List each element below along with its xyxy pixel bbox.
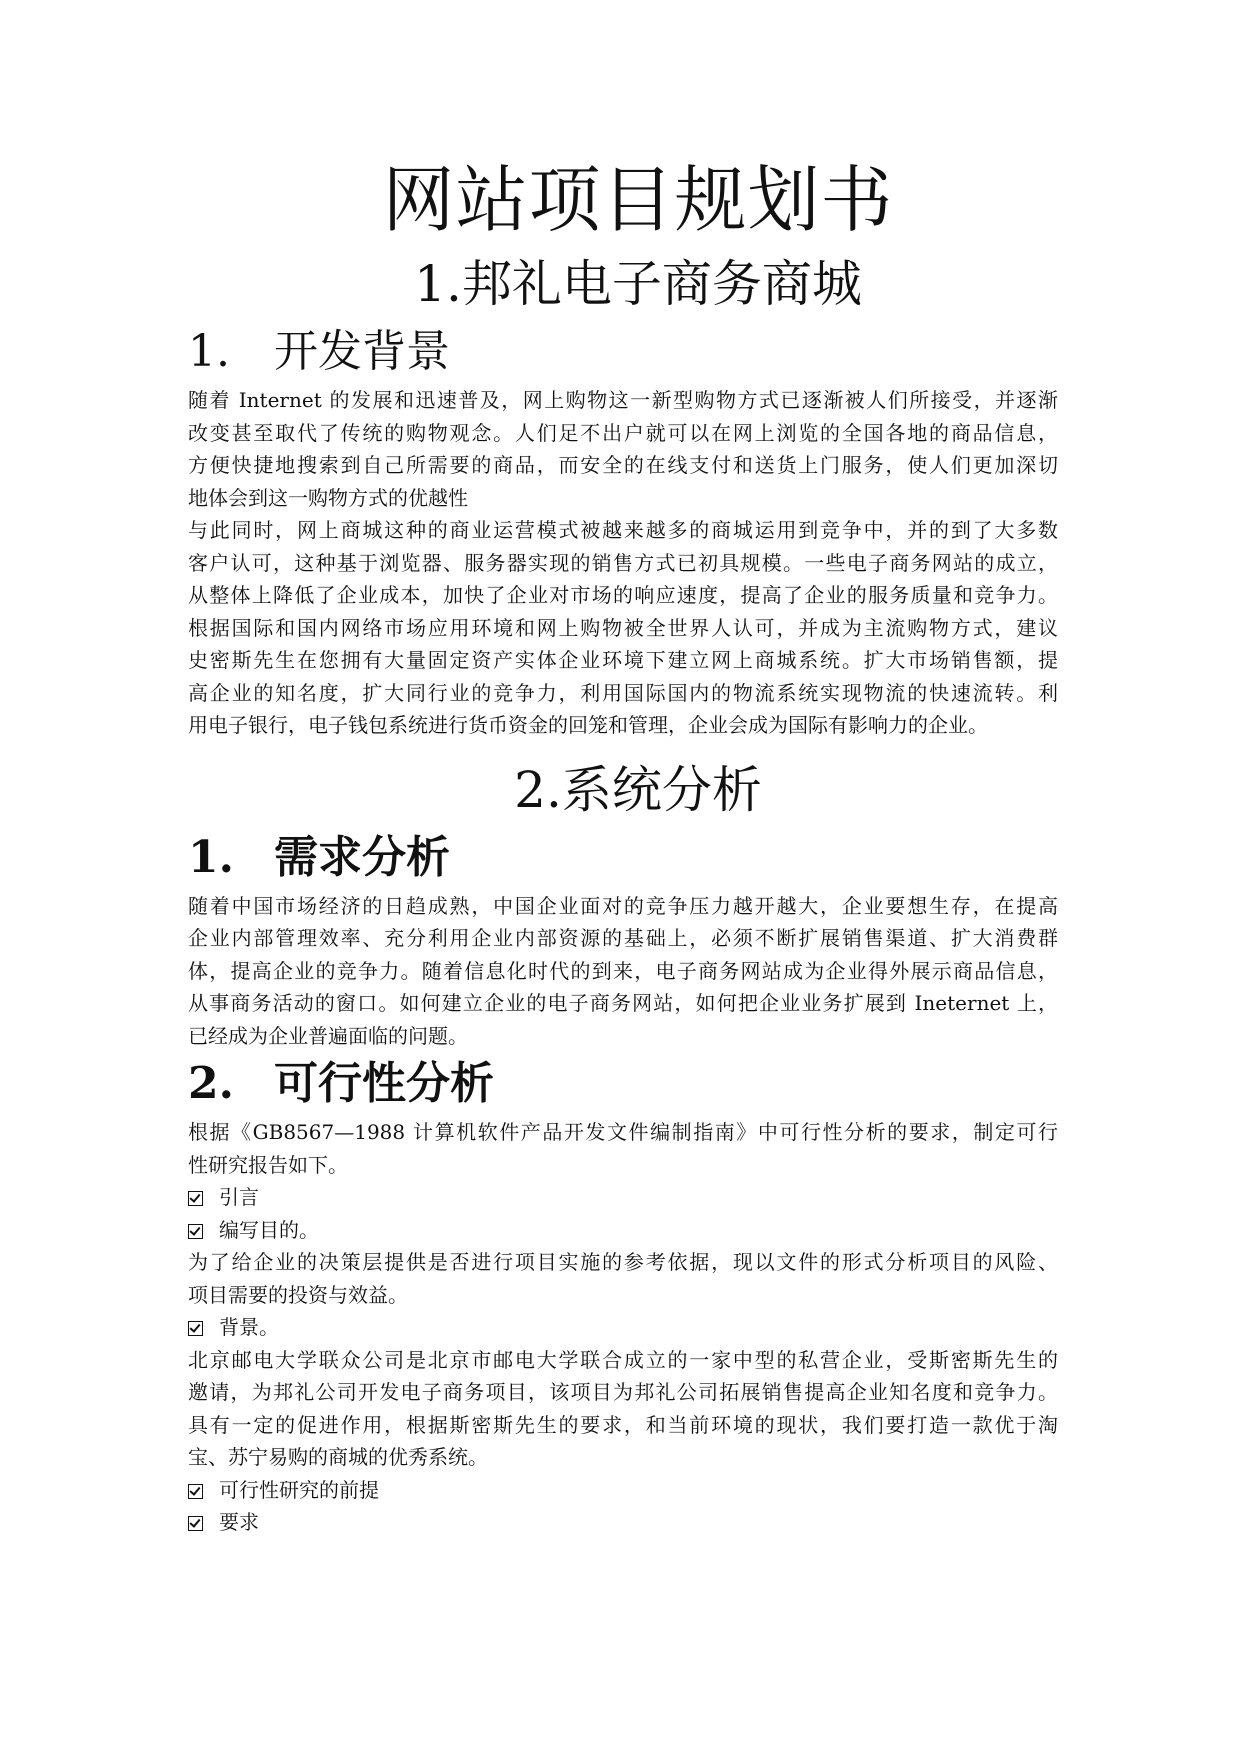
text-line: 客户认可，这种基于浏览器、服务器实现的销售方式已初具规模。一些电子商务网站的成立， [188,550,1058,575]
checklist-item-intro [188,1181,1058,1214]
checklist-item-purpose [188,1214,1058,1247]
text-line: 随着中国市场经济的日趋成熟，中国企业面对的竞争压力越开越大，企业要想生存，在提高 [188,893,1058,918]
text-line: 用电子银行，电子钱包系统进行货币资金的回笼和管理，企业会成为国际有影响力的企业。 [188,713,988,737]
checklist-label: 引言 [219,1185,259,1209]
text-line: 从整体上降低了企业成本，加快了企业对市场的响应速度，提高了企业的服务质量和竞争力。 [188,583,1058,607]
text-line: 邀请，为邦礼公司开发电子商务项目，该项目为邦礼公司拓展销售提高企业知名度和竞争力。 [188,1380,1058,1404]
section-number: 2. [188,1058,234,1109]
text-line: 具有一定的促进作用，根据斯密斯先生的要求，和当前环境的现状，我们要打造一款优于淘 [188,1412,1058,1437]
section-heading-feasibility [188,1056,1058,1112]
section-heading-background [188,324,1058,380]
checklist-label: 背景。 [219,1315,279,1339]
feasibility-intro-paragraph [188,1116,1058,1181]
section-number: 1. [188,831,234,883]
text-line: 方便快捷地搜索到自己所需要的商品，而安全的在线支付和送货上门服务，使人们更加深切 [188,453,1058,477]
section-number: 1. [188,326,230,377]
section-heading-requirements [188,830,1058,886]
checklist-item-background [188,1311,1058,1344]
text-line: 与此同时，网上商城这种的商业运营模式被越来越多的商城运用到竞争中，并的到了大多数 [188,518,1058,542]
checkbox-checked-icon [188,1321,203,1336]
text-line: 高企业的知名度，扩大同行业的竞争力，利用国际国内的物流系统实现物流的快速流转。利 [188,680,1058,705]
text-line: 史密斯先生在您拥有大量固定资产实体企业环境下建立网上商城系统。扩大市场销售额，提 [188,648,1058,672]
checklist-label: 编写目的。 [219,1217,319,1242]
text-line: 为了给企业的决策层提供是否进行项目实施的参考依据，现以文件的形式分析项目的风险、 [188,1250,1058,1274]
purpose-paragraph [188,1246,1058,1311]
text-line: 已经成为企业普遍面临的问题。 [188,1023,468,1048]
text-line: 企业内部管理效率、充分利用企业内部资源的基础上，必须不断扩展销售渠道、扩大消费群 [188,926,1058,950]
background-paragraph-1 [188,384,1058,514]
text-line: 性研究报告如下。 [188,1152,348,1177]
part1-title: 1.邦礼电子商务商城 [414,255,862,313]
text-line: 随着 Internet 的发展和迅速普及，网上购物这一新型购物方式已逐渐被人们所接受，并逐渐 [188,388,1058,412]
text-line: 地体会到这一购物方式的优越性 [188,485,468,510]
section-heading-text: 可行性分析 [274,1058,494,1109]
text-line: 北京邮电大学联众公司是北京市邮电大学联合成立的一家中型的私营企业，受斯密斯先生的 [188,1347,1058,1372]
background-paragraph-2 [188,514,1058,742]
checklist-label: 要求 [219,1510,259,1534]
requirements-paragraph [188,890,1058,1053]
text-line: 项目需要的投资与效益。 [188,1282,408,1307]
text-line: 宝、苏宁易购的商城的优秀系统。 [188,1445,488,1469]
checkbox-checked-icon [188,1516,203,1531]
text-line: 从事商务活动的窗口。如何建立企业的电子商务网站，如何把企业业务扩展到 Ineternet 上， [188,991,1058,1015]
text-line: 改变甚至取代了传统的购物观念。人们足不出户就可以在网上浏览的全国各地的商品信息， [188,420,1058,445]
text-line: 根据国际和国内网络市场应用环境和网上购物被全世界人认可，并成为主流购物方式，建议 [188,615,1058,640]
text-line: 体，提高企业的竞争力。随着信息化时代的到来，电子商务网站成为企业得外展示商品信息， [188,958,1058,983]
checklist-label: 可行性研究的前提 [219,1477,379,1502]
checkbox-checked-icon [188,1224,203,1239]
checklist-item-premise [188,1474,1058,1507]
part2-title: 2.系统分析 [514,760,762,819]
checkbox-checked-icon [188,1191,203,1206]
document-title: 网站项目规划书 [382,158,894,242]
text-line: 根据《GB8567—1988 计算机软件产品开发文件编制指南》中可行性分析的要求，制定可行 [188,1120,1058,1144]
section-heading-text: 开发背景 [274,326,450,377]
checkbox-checked-icon [188,1484,203,1499]
background-info-paragraph [188,1344,1058,1474]
document-content [188,152,1058,1539]
section-heading-text: 需求分析 [274,831,450,883]
checklist-item-requirements [188,1506,1058,1539]
